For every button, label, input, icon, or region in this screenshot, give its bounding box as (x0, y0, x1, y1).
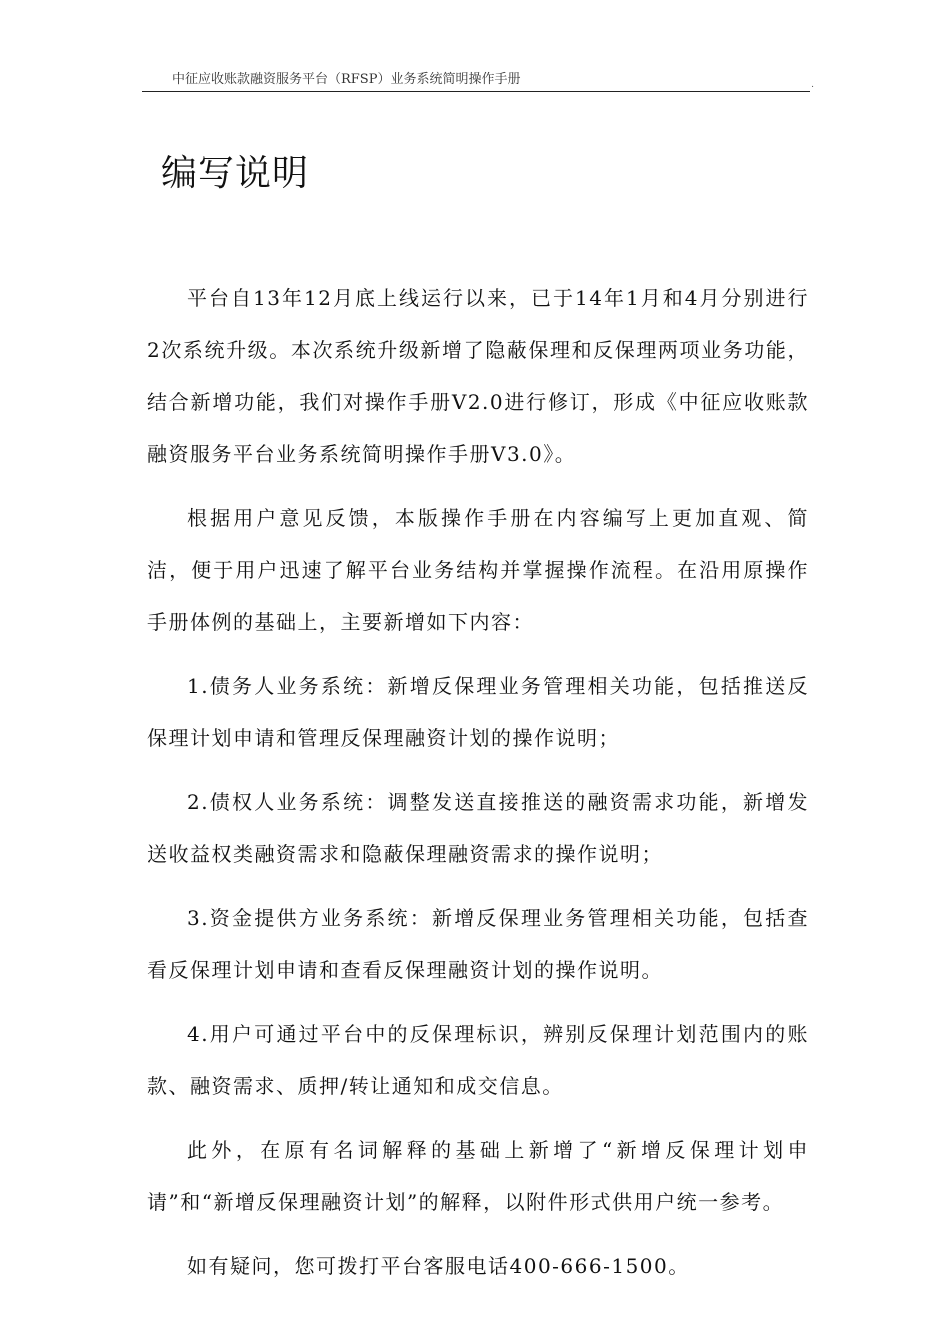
document-body (147, 272, 809, 1292)
header-mark: . (811, 80, 814, 90)
list-item-funder-system: 3.资金提供方业务系统：新增反保理业务管理相关功能，包括查看反保理计划申请和查看反保理融资计划的操作说明。 (147, 906, 809, 982)
running-header-title: 中征应收账款融资服务平台（RFSP）业务系统简明操作手册 (172, 72, 521, 87)
page-title: 编写说明 (161, 153, 310, 194)
paragraph-feedback: 根据用户意见反馈，本版操作手册在内容编写上更加直观、简洁，便于用户迅速了解平台业务结构并掌握操作流程。在沿用原操作手册体例的基础上，主要新增如下内容： (147, 506, 809, 634)
list-item-creditor-system: 2.债权人业务系统：调整发送直接推送的融资需求功能，新增发送收益权类融资需求和隐蔽保理融资需求的操作说明； (147, 790, 809, 866)
page-header (142, 72, 814, 92)
paragraph-contact: 如有疑问，您可拨打平台客服电话400-666-1500。 (187, 1254, 690, 1278)
paragraph-glossary: 此外，在原有名词解释的基础上新增了“新增反保理计划申请”和“新增反保理融资计划”的解释，以附件形式供用户统一参考。 (147, 1138, 809, 1214)
list-item-debtor-system: 1.债务人业务系统：新增反保理业务管理相关功能，包括推送反保理计划申请和管理反保理融资计划的操作说明； (147, 674, 809, 750)
paragraph-intro: 平台自13年12月底上线运行以来，已于14年1月和4月分别进行2次系统升级。本次系统升级新增了隐蔽保理和反保理两项业务功能，结合新增功能，我们对操作手册V2.0进行修订，形成《中征应收账款融资服务平台业务系统简明操作手册V3.0》。 (147, 286, 809, 466)
list-item-reverse-factoring-mark: 4.用户可通过平台中的反保理标识，辨别反保理计划范围内的账款、融资需求、质押/转让通知和成交信息。 (147, 1022, 809, 1098)
